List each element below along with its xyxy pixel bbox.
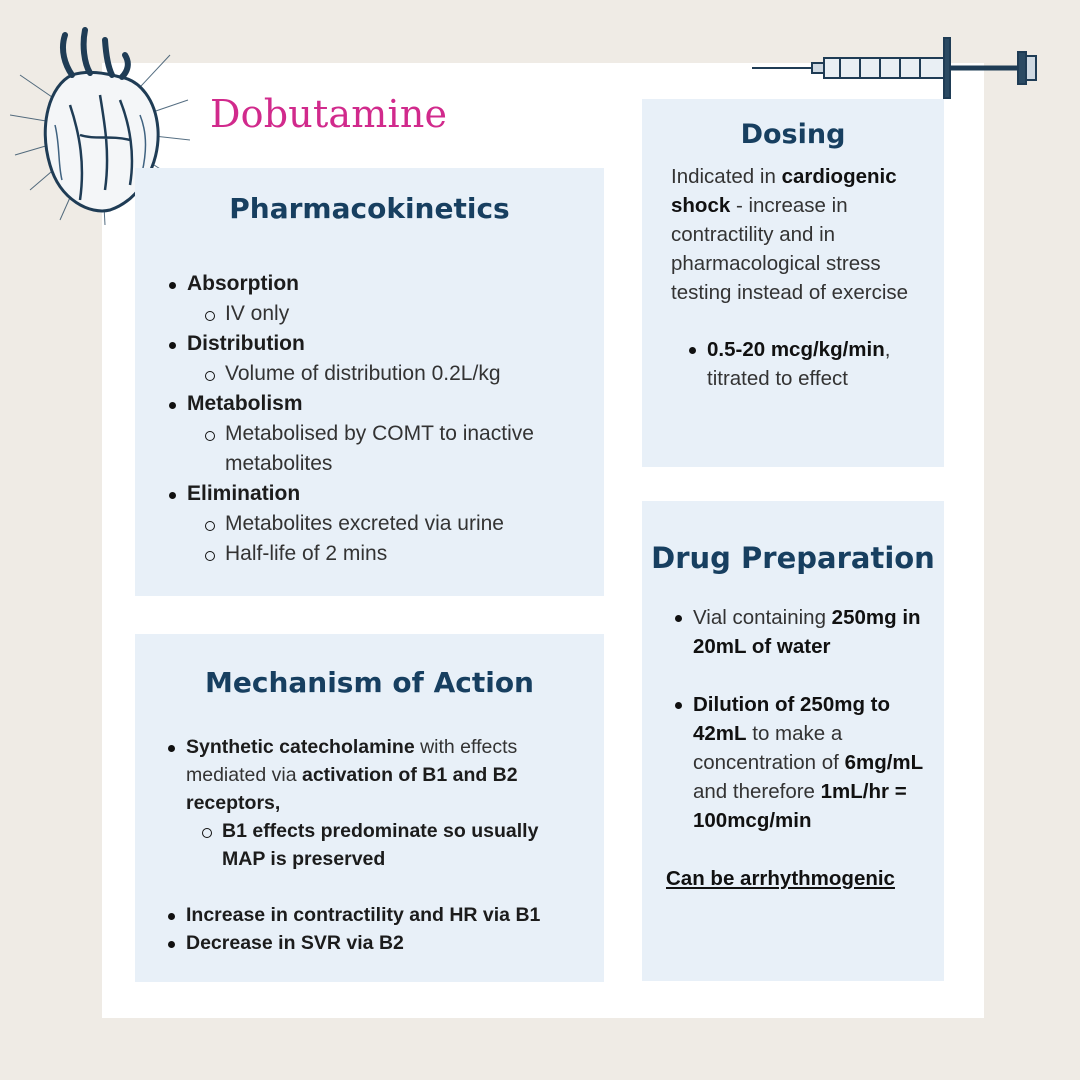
pharmacokinetics-list [187,269,604,569]
mechanism-text: with effects mediated via [186,736,518,786]
preparation-text: and therefore [693,780,821,803]
preparation-bold-text: 250mg in 20mL of water [693,606,921,658]
sub-list-item: IV only [225,299,604,329]
mechanism-bold-text: Decrease in SVR via B2 [186,932,404,954]
preparation-bold-text: Dilution of 250mg to 42mL [693,693,891,745]
dose-value: 0.5-20 mcg/kg/min [707,338,885,361]
mechanism-panel [135,634,604,982]
sub-list-item: Half-life of 2 mins [225,539,604,569]
page-title: Dobutamine [210,92,448,136]
list-item [187,329,604,389]
mechanism-sub-text: B1 effects predominate so usually MAP is preserved [222,820,539,870]
mechanism-heading: Mechanism of Action [205,666,534,699]
dosing-panel [642,99,944,467]
preparation-list [693,603,930,835]
list-item [187,269,604,329]
mechanism-list [186,733,584,957]
distribution-label: Distribution [187,332,305,355]
list-item [186,733,584,901]
sub-list-item [222,817,584,873]
list-item [187,389,604,479]
pharmacokinetics-panel [135,168,604,596]
preparation-bold-text: 1mL/hr = 100mcg/min [693,780,907,832]
list-item [186,901,584,929]
sub-list-item: Volume of distribution 0.2L/kg [225,359,604,389]
arrhythmogenic-note: Can be arrhythmogenic [666,867,895,890]
list-item [186,929,584,957]
sub-list-item: Metabolised by COMT to inactive metabolites [225,419,604,479]
list-item [707,335,926,393]
sub-list-item: Metabolites excreted via urine [225,509,604,539]
dosing-bold-text: cardiogenic shock [671,165,897,217]
dosing-text: , titrated to effect [707,338,891,390]
preparation-panel [642,501,944,981]
elimination-label: Elimination [187,482,301,505]
list-item [693,690,930,835]
list-item [187,479,604,569]
dosing-text: - increase in contractility and in pharmacological stress testing instead of exercise [671,194,909,304]
dosing-indication [671,162,924,307]
dosing-list [707,335,926,393]
preparation-text: Vial containing [693,606,832,629]
dosing-text: Indicated in [671,165,782,188]
mechanism-bold-text: activation of B1 and B2 receptors, [186,764,518,814]
preparation-text: to make a concentration of [693,722,845,774]
mechanism-bold-text: Increase in contractility and HR via B1 [186,904,541,926]
absorption-label: Absorption [187,272,299,295]
preparation-bold-text: 6mg/mL [844,751,924,774]
preparation-heading: Drug Preparation [651,541,935,575]
list-item [693,603,930,690]
mechanism-bold-text: Synthetic catecholamine [186,736,415,758]
pharmacokinetics-heading: Pharmacokinetics [229,192,510,225]
syringe-icon [750,34,1040,100]
metabolism-label: Metabolism [187,392,303,415]
dosing-heading: Dosing [740,119,846,150]
